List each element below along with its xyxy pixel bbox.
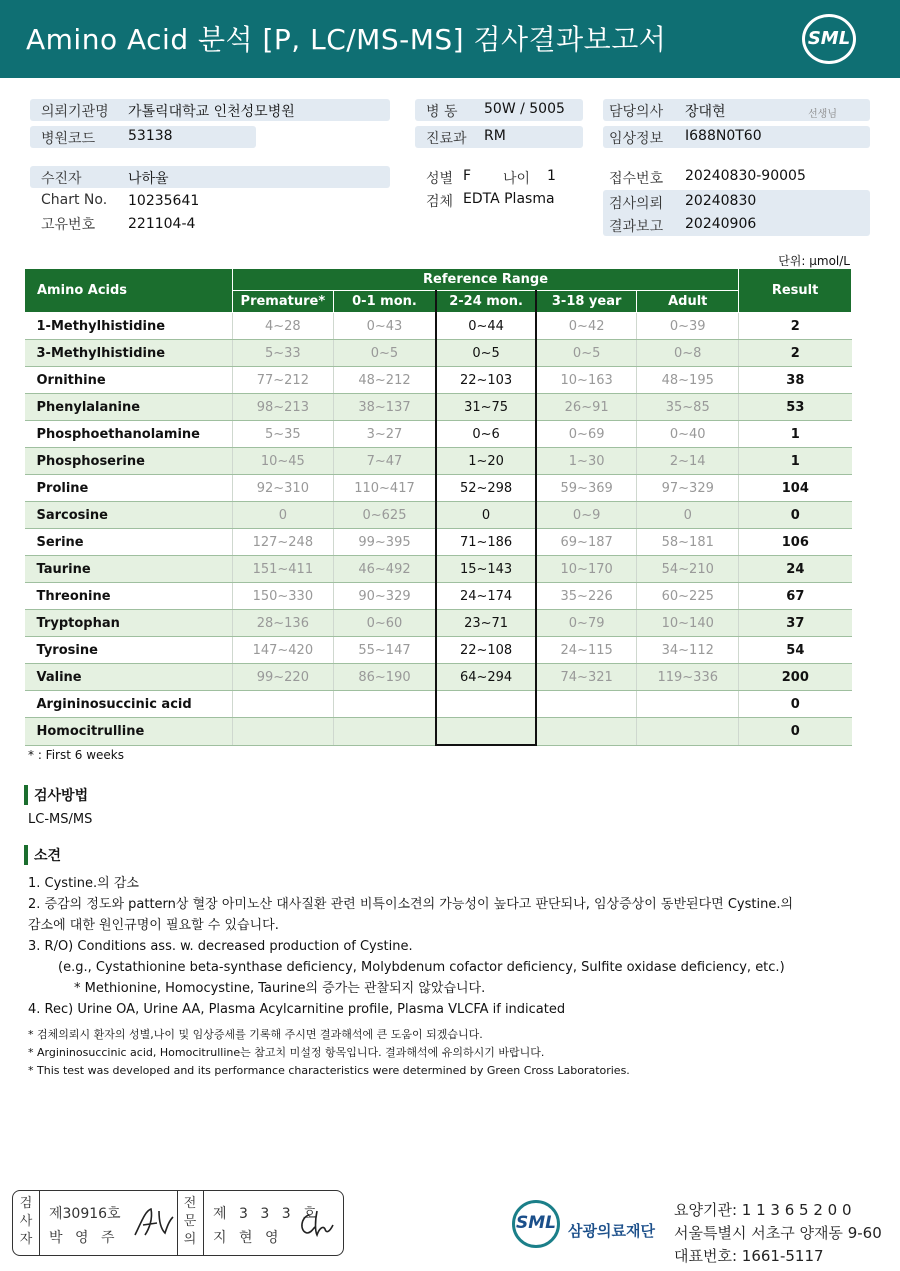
reference-range-cell: 48~195 (637, 367, 739, 394)
reference-range-cell: 24~174 (436, 583, 536, 610)
sex-label: 성별 (426, 171, 454, 187)
reference-range-cell: 35~226 (536, 583, 637, 610)
reference-range-cell (232, 691, 333, 718)
hospital-code-value: 53138 (128, 128, 173, 144)
amino-acid-name: Argininosuccinic acid (25, 691, 233, 718)
unique-value: 221104-4 (128, 216, 196, 232)
reference-range-cell (333, 718, 436, 746)
result-cell: 37 (739, 610, 852, 637)
reference-range-cell: 71~186 (436, 529, 536, 556)
amino-acid-name: Phosphoethanolamine (25, 421, 233, 448)
table-row (25, 583, 852, 610)
result-cell: 106 (739, 529, 852, 556)
clinical-label: 임상정보 (609, 131, 664, 147)
result-cell: 0 (739, 691, 852, 718)
table-row (25, 502, 852, 529)
reference-range-cell: 74~321 (536, 664, 637, 691)
dept-label: 진료과 (426, 131, 467, 147)
table-row (25, 475, 852, 502)
amino-acid-name: Tyrosine (25, 637, 233, 664)
reference-range-cell: 99~395 (333, 529, 436, 556)
org-phone: 대표번호: 1661-5117 (674, 1247, 824, 1265)
amino-acid-name: Homocitrulline (25, 718, 233, 746)
reference-range-cell: 0~60 (333, 610, 436, 637)
col-reference-range: Reference Range (232, 269, 738, 291)
name-value: 나하율 (128, 171, 169, 187)
chart-value: 10235641 (128, 193, 200, 209)
reference-range-cell: 31~75 (436, 394, 536, 421)
reference-range-cell: 1~30 (536, 448, 637, 475)
result-cell: 53 (739, 394, 852, 421)
org-code: 요양기관: 1 1 3 6 5 2 0 0 (674, 1201, 852, 1219)
examiner-name: 박 영 주 (49, 1230, 119, 1246)
reference-range-cell: 90~329 (333, 583, 436, 610)
reference-range-cell: 52~298 (436, 475, 536, 502)
reference-range-cell: 99~220 (232, 664, 333, 691)
name-box (30, 166, 390, 188)
reference-range-cell: 7~47 (333, 448, 436, 475)
reference-range-cell: 0~40 (637, 421, 739, 448)
divider (177, 1191, 178, 1255)
examiner-label (17, 1195, 35, 1249)
remark-line: 감소에 대한 원인규명이 필요할 수 있습니다. (28, 918, 279, 933)
reference-range-cell: 10~45 (232, 448, 333, 475)
amino-acid-name: Proline (25, 475, 233, 502)
reference-range-cell: 5~35 (232, 421, 333, 448)
reference-range-cell: 77~212 (232, 367, 333, 394)
reference-range-cell: 64~294 (436, 664, 536, 691)
reference-range-cell (637, 718, 739, 746)
signature-box (12, 1190, 344, 1256)
report-header (0, 0, 900, 78)
result-cell: 0 (739, 502, 852, 529)
amino-acid-name: Taurine (25, 556, 233, 583)
table-row (25, 367, 852, 394)
report-date-value: 20240906 (685, 216, 757, 232)
table-row (25, 664, 852, 691)
table-row (25, 529, 852, 556)
age-value: 1 (547, 168, 556, 184)
amino-acid-name: Ornithine (25, 367, 233, 394)
reference-range-cell: 92~310 (232, 475, 333, 502)
doctor-title: 선생님 (808, 109, 837, 120)
reference-range-cell: 127~248 (232, 529, 333, 556)
note-line: * 검체의뢰시 환자의 성별,나이 및 임상증세를 기록해 주시면 결과해석에 큰 도움이 되겠습니다. (28, 1028, 483, 1041)
remark-line: (e.g., Cystathionine beta-synthase deficiency, Molybdenum cofactor deficiency, Sulfite oxidase deficiency, etc.) (58, 960, 785, 975)
examiner-label-char: 사 (19, 1214, 33, 1229)
org-address: 서울특별시 서초구 양재동 9-60 (674, 1224, 882, 1242)
col-result: Result (739, 269, 852, 313)
col-amino-acids: Amino Acids (25, 269, 233, 313)
sex-value: F (463, 168, 472, 184)
hospital-code-label: 병원코드 (41, 131, 96, 147)
org-logo-text: SML (516, 1213, 556, 1233)
remark-line: * Methionine, Homocystine, Taurine의 증가는 관찰되지 않았습니다. (74, 981, 486, 996)
table-row (25, 556, 852, 583)
examiner-label-char: 검 (19, 1196, 33, 1211)
result-cell: 24 (739, 556, 852, 583)
specialist-label-char: 전 (183, 1196, 197, 1211)
dept-value: RM (484, 128, 506, 144)
reference-range-cell (232, 718, 333, 746)
reference-range-cell: 0~42 (536, 313, 637, 340)
amino-acid-name: 1-Methylhistidine (25, 313, 233, 340)
unit-label: 단위: μmol/L (778, 254, 850, 268)
reference-range-cell: 86~190 (333, 664, 436, 691)
specialist-label (181, 1195, 199, 1249)
reference-range-cell: 0~39 (637, 313, 739, 340)
reference-range-cell: 22~108 (436, 637, 536, 664)
reference-range-cell: 0~8 (637, 340, 739, 367)
reference-range-cell (637, 691, 739, 718)
result-cell: 2 (739, 313, 852, 340)
reference-range-cell: 24~115 (536, 637, 637, 664)
reference-range-cell: 0~43 (333, 313, 436, 340)
reference-range-cell: 26~91 (536, 394, 637, 421)
table-row (25, 637, 852, 664)
reference-range-cell: 22~103 (436, 367, 536, 394)
note-line: * This test was developed and its performance characteristics were determined by Green Cross Laboratories. (28, 1064, 630, 1077)
method-title: 검사방법 (24, 785, 88, 805)
request-value: 20240830 (685, 193, 757, 209)
chart-label: Chart No. (41, 192, 108, 208)
remarks-body (28, 873, 828, 1020)
reference-range-cell: 60~225 (637, 583, 739, 610)
reference-range-cell: 10~163 (536, 367, 637, 394)
table-row (25, 340, 852, 367)
unique-label: 고유번호 (41, 217, 96, 233)
amino-acid-name: Phosphoserine (25, 448, 233, 475)
reference-range-cell: 35~85 (637, 394, 739, 421)
remarks-title: 소견 (24, 845, 61, 865)
examiner-label-char: 자 (19, 1232, 33, 1247)
reference-range-cell: 48~212 (333, 367, 436, 394)
amino-acid-name: Serine (25, 529, 233, 556)
note-line: * Argininosuccinic acid, Homocitrulline는 참고치 미설정 항목입니다. 결과해석에 유의하시기 바랍니다. (28, 1046, 545, 1059)
amino-acid-name: 3-Methylhistidine (25, 340, 233, 367)
reference-range-cell: 34~112 (637, 637, 739, 664)
reference-range-cell: 15~143 (436, 556, 536, 583)
reference-range-cell: 3~27 (333, 421, 436, 448)
remark-line: 4. Rec) Urine OA, Urine AA, Plasma Acylcarnitine profile, Plasma VLCFA if indicated (28, 1002, 566, 1017)
reference-range-cell: 0 (232, 502, 333, 529)
method-text: LC-MS/MS (28, 812, 93, 827)
report-date-label: 결과보고 (609, 219, 664, 235)
specimen-value: EDTA Plasma (463, 191, 555, 207)
doctor-label: 담당의사 (609, 104, 664, 120)
amino-acid-name: Tryptophan (25, 610, 233, 637)
specialist-number: 제 3 3 3 호 (213, 1206, 321, 1222)
specialist-label-char: 의 (183, 1232, 197, 1247)
reference-range-cell: 0~69 (536, 421, 637, 448)
col-adult: Adult (637, 291, 739, 313)
notes (28, 1026, 630, 1080)
examiner-signature-icon (131, 1205, 175, 1241)
name-label: 수진자 (41, 171, 82, 187)
reference-range-cell: 0~79 (536, 610, 637, 637)
reference-range-cell: 10~170 (536, 556, 637, 583)
reference-range-cell (436, 718, 536, 746)
requester-label: 의뢰기관명 (41, 104, 109, 120)
reference-range-cell: 119~336 (637, 664, 739, 691)
result-cell: 1 (739, 448, 852, 475)
amino-acid-name: Sarcosine (25, 502, 233, 529)
remark-line: 2. 증감의 정도와 pattern상 혈장 아미노산 대사질환 관련 비특이소견의 가능성이 높다고 판단되나, 임상증상이 동반된다면 Cystine.의 (28, 897, 794, 912)
reference-range-cell: 58~181 (637, 529, 739, 556)
age-label: 나이 (503, 171, 531, 187)
reference-range-cell: 0~9 (536, 502, 637, 529)
reference-range-cell: 97~329 (637, 475, 739, 502)
reference-range-cell (436, 691, 536, 718)
reference-range-cell: 0~44 (436, 313, 536, 340)
reference-range-cell: 110~417 (333, 475, 436, 502)
reference-range-cell: 0 (436, 502, 536, 529)
reference-range-cell: 0~6 (436, 421, 536, 448)
doctor-value: 장대현 (685, 104, 726, 120)
reference-range-cell: 147~420 (232, 637, 333, 664)
ward-label: 병 동 (426, 104, 458, 120)
result-cell: 67 (739, 583, 852, 610)
sml-logo (802, 14, 856, 64)
reference-range-cell: 0~5 (436, 340, 536, 367)
amino-acid-name: Threonine (25, 583, 233, 610)
receipt-label: 접수번호 (609, 171, 664, 187)
table-footnote: * : First 6 weeks (28, 748, 124, 762)
reference-range-cell: 28~136 (232, 610, 333, 637)
table-row (25, 448, 852, 475)
reference-range-cell: 69~187 (536, 529, 637, 556)
reference-range-cell: 10~140 (637, 610, 739, 637)
specialist-name: 지 현 영 (213, 1230, 283, 1246)
reference-range-cell: 150~330 (232, 583, 333, 610)
table-row (25, 313, 852, 340)
table-row (25, 610, 852, 637)
specialist-signature-icon (295, 1207, 339, 1241)
result-cell: 200 (739, 664, 852, 691)
reference-range-cell: 46~492 (333, 556, 436, 583)
reference-range-cell: 5~33 (232, 340, 333, 367)
reference-range-cell: 38~137 (333, 394, 436, 421)
reference-range-cell: 54~210 (637, 556, 739, 583)
amino-acid-name: Valine (25, 664, 233, 691)
org-logo (512, 1200, 560, 1248)
col-3-18-year: 3-18 year (536, 291, 637, 313)
examiner-number: 제30916호 (49, 1206, 121, 1222)
result-cell: 54 (739, 637, 852, 664)
logo-text: SML (807, 28, 851, 49)
col-0-1-mon: 0-1 mon. (333, 291, 436, 313)
reference-range-cell (536, 691, 637, 718)
result-cell: 1 (739, 421, 852, 448)
reference-range-cell: 0~5 (536, 340, 637, 367)
reference-range-cell: 4~28 (232, 313, 333, 340)
reference-range-cell: 0~5 (333, 340, 436, 367)
table-row (25, 718, 852, 746)
table-row (25, 394, 852, 421)
result-cell: 0 (739, 718, 852, 746)
divider (39, 1191, 40, 1255)
result-cell: 2 (739, 340, 852, 367)
remark-line: 1. Cystine.의 감소 (28, 876, 139, 891)
result-cell: 104 (739, 475, 852, 502)
reference-range-cell: 0 (637, 502, 739, 529)
specialist-label-char: 문 (183, 1214, 197, 1229)
reference-range-cell: 55~147 (333, 637, 436, 664)
reference-range-cell: 0~625 (333, 502, 436, 529)
col-2-24-mon: 2-24 mon. (436, 291, 536, 313)
result-cell: 38 (739, 367, 852, 394)
reference-range-cell: 98~213 (232, 394, 333, 421)
reference-range-cell: 151~411 (232, 556, 333, 583)
reference-range-cell (536, 718, 637, 746)
reference-range-cell: 1~20 (436, 448, 536, 475)
table-row (25, 691, 852, 718)
clinical-value: I688N0T60 (685, 128, 762, 144)
reference-range-cell: 23~71 (436, 610, 536, 637)
requester-value: 가톨릭대학교 인천성모병원 (128, 104, 295, 120)
request-label: 검사의뢰 (609, 196, 664, 212)
org-name: 삼광의료재단 (568, 1222, 655, 1240)
reference-range-cell (333, 691, 436, 718)
amino-acid-table (24, 268, 852, 746)
reference-range-cell: 59~369 (536, 475, 637, 502)
reference-range-cell: 2~14 (637, 448, 739, 475)
table-row (25, 421, 852, 448)
ward-value: 50W / 5005 (484, 101, 565, 117)
receipt-value: 20240830-90005 (685, 168, 806, 184)
report-title: Amino Acid 분석 [P, LC/MS-MS] 검사결과보고서 (26, 23, 667, 56)
specimen-label: 검체 (426, 194, 454, 210)
col-premature: Premature* (232, 291, 333, 313)
remark-line: 3. R/O) Conditions ass. w. decreased production of Cystine. (28, 939, 413, 954)
divider (203, 1191, 204, 1255)
amino-acid-name: Phenylalanine (25, 394, 233, 421)
